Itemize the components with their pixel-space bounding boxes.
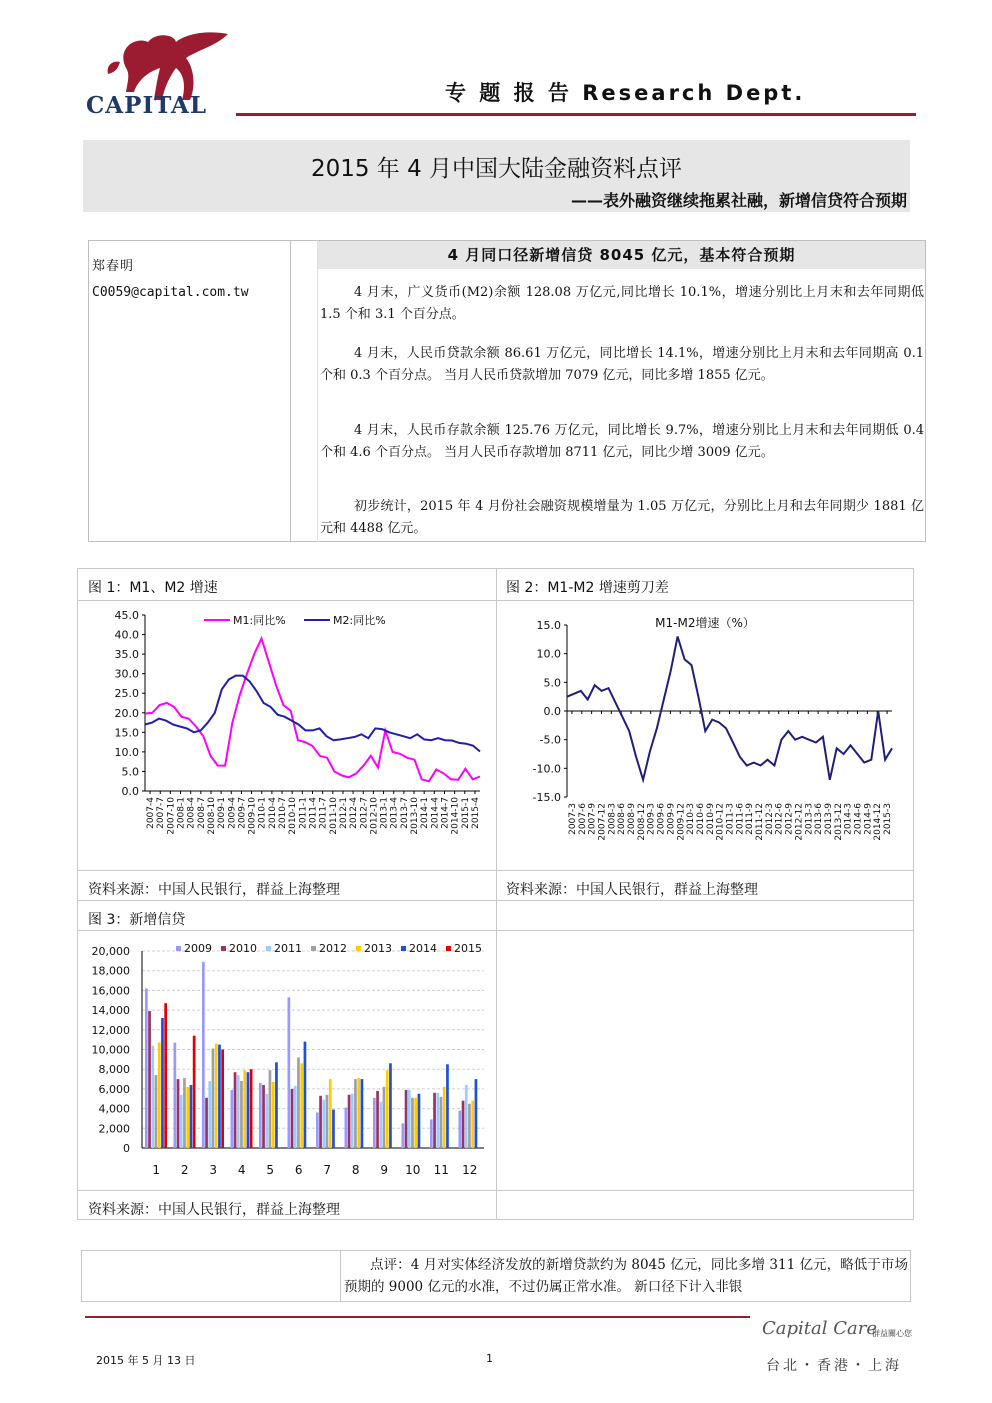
legend-label: M1:同比% bbox=[233, 614, 286, 627]
x-tick-label: 2009-9 bbox=[666, 803, 677, 835]
bar-2011 bbox=[322, 1100, 325, 1148]
m1-m2-growth-chart bbox=[80, 603, 492, 868]
y-tick-label: 2,000 bbox=[98, 1122, 130, 1136]
x-tick-label: 2010-7 bbox=[278, 797, 289, 829]
bar-2014 bbox=[161, 1018, 164, 1148]
bar-2011 bbox=[465, 1085, 468, 1148]
comment-text: 点评：4 月对实体经济发放的新增贷款约为 8045 亿元，同比多增 311 亿元，略低于市场预期的 9000 亿元的水准，不过仍属正常水准。 新口径下计入非银 bbox=[344, 1257, 908, 1295]
chart-title: M1-M2增速（%） bbox=[655, 616, 755, 630]
legend-label: 2012 bbox=[319, 942, 347, 955]
footer-divider bbox=[85, 1316, 750, 1318]
summary-divider bbox=[290, 240, 291, 542]
x-tick-label: 2008-6 bbox=[617, 803, 628, 835]
bar-2013 bbox=[158, 1043, 161, 1148]
x-tick-label: 2010-6 bbox=[695, 803, 706, 835]
summary-paragraph: 4 月末，广义货币(M2)余额 128.08 万亿元,同比增长 10.1%，增速分别比上月末和去年同期低 1.5 个和 3.1 个百分点。 bbox=[320, 285, 924, 322]
x-tick-label: 4 bbox=[237, 1163, 246, 1177]
bar-2012 bbox=[354, 1079, 357, 1148]
bar-2014 bbox=[446, 1064, 449, 1148]
x-tick-label: 2007-6 bbox=[577, 803, 588, 835]
bar-2013 bbox=[215, 1044, 218, 1148]
figures-rule bbox=[77, 930, 914, 931]
x-tick-label: 2008-4 bbox=[186, 797, 197, 829]
bar-2013 bbox=[471, 1101, 474, 1148]
x-tick-label: 11 bbox=[433, 1163, 449, 1177]
x-tick-label: 2014-10 bbox=[450, 797, 461, 835]
report-type: 专 题 报 告 Research Dept. bbox=[445, 81, 806, 105]
x-tick-label: 2012-1 bbox=[338, 797, 349, 829]
legend-swatch bbox=[446, 946, 451, 951]
legend-swatch bbox=[176, 946, 181, 951]
legend-swatch bbox=[401, 946, 406, 951]
m1-m2-spread-chart bbox=[500, 603, 910, 868]
figure-1-label: 图 1：M1、M2 增速 bbox=[88, 580, 218, 596]
legend-swatch bbox=[221, 946, 226, 951]
y-tick-label: 6,000 bbox=[98, 1082, 130, 1096]
x-tick-label: 2009-4 bbox=[227, 797, 238, 829]
bar-2013 bbox=[186, 1087, 189, 1148]
figure-3-source: 资料来源：中国人民银行，群益上海整理 bbox=[88, 1202, 340, 1218]
y-tick-label: 12,000 bbox=[91, 1023, 130, 1037]
bar-2014 bbox=[418, 1094, 421, 1148]
bar-2009 bbox=[316, 1113, 319, 1149]
x-tick-label: 2010-9 bbox=[705, 803, 716, 835]
x-tick-label: 2010-12 bbox=[715, 803, 726, 841]
bar-2012 bbox=[411, 1098, 414, 1148]
y-tick-label: 10,000 bbox=[91, 1043, 130, 1057]
bar-2014 bbox=[190, 1085, 193, 1148]
bar-2014 bbox=[332, 1110, 335, 1148]
x-tick-label: 2012-6 bbox=[774, 803, 785, 835]
bar-2013 bbox=[300, 1063, 303, 1148]
bar-2009 bbox=[174, 1043, 177, 1148]
bar-2010 bbox=[319, 1096, 322, 1148]
x-tick-label: 2009-7 bbox=[237, 797, 248, 829]
x-tick-label: 2013-3 bbox=[804, 803, 815, 835]
x-tick-label: 2012-10 bbox=[369, 797, 380, 835]
legend-label: 2010 bbox=[229, 942, 257, 955]
x-tick-label: 2009-10 bbox=[247, 797, 258, 835]
bar-2010 bbox=[405, 1090, 408, 1148]
page-number: 1 bbox=[486, 1352, 493, 1365]
bar-2012 bbox=[155, 1075, 158, 1148]
x-tick-label: 2014-4 bbox=[430, 797, 441, 829]
bar-2010 bbox=[348, 1095, 351, 1148]
bar-2009 bbox=[288, 997, 291, 1148]
x-tick-label: 2013-10 bbox=[410, 797, 421, 835]
bar-2015 bbox=[250, 1069, 253, 1148]
legend-swatch bbox=[266, 946, 271, 951]
bar-2014 bbox=[304, 1042, 307, 1148]
x-tick-label: 2014-12 bbox=[873, 803, 884, 841]
y-tick-label: 15.0 bbox=[536, 619, 561, 632]
bar-2015 bbox=[164, 1003, 167, 1148]
bar-2014 bbox=[475, 1079, 478, 1148]
x-tick-label: 2009-1 bbox=[217, 797, 228, 829]
bar-2010 bbox=[205, 1098, 208, 1148]
x-tick-label: 6 bbox=[294, 1163, 303, 1177]
bar-2012 bbox=[240, 1081, 243, 1148]
bar-2009 bbox=[430, 1119, 433, 1148]
x-tick-label: 2015-4 bbox=[470, 797, 481, 829]
x-tick-label: 2007-3 bbox=[567, 803, 578, 835]
bar-2011 bbox=[151, 1046, 154, 1148]
bar-2015 bbox=[193, 1036, 196, 1148]
y-tick-label: 0 bbox=[123, 1142, 130, 1155]
x-tick-label: 2013-9 bbox=[823, 803, 834, 835]
x-tick-label: 2015-1 bbox=[460, 797, 471, 829]
x-tick-label: 5 bbox=[266, 1163, 275, 1177]
author-email[interactable]: C0059@capital.com.tw bbox=[92, 285, 249, 300]
y-tick-label: -5.0 bbox=[539, 733, 561, 747]
y-tick-label: 0.0 bbox=[121, 785, 139, 798]
x-tick-label: 2010-1 bbox=[257, 797, 268, 829]
bar-2013 bbox=[414, 1098, 417, 1148]
x-tick-label: 2009-6 bbox=[656, 803, 667, 835]
bar-2010 bbox=[148, 1011, 151, 1148]
footer-brand: Capital Care bbox=[762, 1318, 877, 1339]
bar-2013 bbox=[329, 1079, 332, 1148]
x-tick-label: 2010-4 bbox=[267, 797, 278, 829]
figures-rule bbox=[77, 870, 914, 871]
x-tick-label: 2011-12 bbox=[755, 803, 766, 841]
x-tick-label: 2008-7 bbox=[196, 797, 207, 829]
bar-2010 bbox=[177, 1079, 180, 1148]
x-tick-label: 2011-4 bbox=[308, 797, 319, 829]
bar-2013 bbox=[243, 1070, 246, 1148]
bar-2011 bbox=[436, 1093, 439, 1148]
legend-label: 2011 bbox=[274, 942, 302, 955]
x-tick-label: 2012-9 bbox=[784, 803, 795, 835]
x-tick-label: 2007-4 bbox=[146, 797, 157, 829]
y-tick-label: -15.0 bbox=[532, 791, 561, 804]
bar-2012 bbox=[440, 1097, 443, 1148]
y-tick-label: -10.0 bbox=[532, 762, 561, 776]
summary-paragraph: 4 月末，人民币贷款余额 86.61 万亿元，同比增长 14.1%，增速分别比上月末和去年同期高 0.1 个和 0.3 个百分点。 当月人民币贷款增加 7079 亿元，同比多增 1855 亿元。 bbox=[320, 346, 924, 383]
bar-2014 bbox=[389, 1063, 392, 1148]
series-line-M1:同比% bbox=[145, 639, 480, 782]
summary-paragraph: 初步统计，2015 年 4 月份社会融资规模增量为 1.05 万亿元，分别比上月和去年同期少 1881 亿元和 4488 亿元。 bbox=[320, 499, 924, 536]
y-tick-label: 14,000 bbox=[91, 1004, 130, 1018]
bar-2009 bbox=[202, 962, 205, 1148]
bar-2009 bbox=[259, 1083, 262, 1148]
x-tick-label: 2011-6 bbox=[735, 803, 746, 835]
bar-2009 bbox=[459, 1111, 462, 1148]
bar-2012 bbox=[326, 1095, 329, 1148]
y-tick-label: 18,000 bbox=[91, 964, 130, 978]
x-tick-label: 2013-4 bbox=[389, 797, 400, 829]
y-tick-label: 35.0 bbox=[114, 648, 139, 662]
x-tick-label: 2011-1 bbox=[298, 797, 309, 829]
page-title: 2015 年 4 月中国大陆金融资料点评 bbox=[310, 156, 683, 182]
x-tick-label: 2007-9 bbox=[587, 803, 598, 835]
x-tick-label: 2013-1 bbox=[379, 797, 390, 829]
y-tick-label: 8,000 bbox=[98, 1063, 130, 1077]
y-tick-label: 25.0 bbox=[114, 687, 139, 701]
x-tick-label: 2007-10 bbox=[166, 797, 177, 835]
bar-2014 bbox=[361, 1079, 364, 1148]
bar-2013 bbox=[272, 1082, 275, 1148]
x-tick-label: 2008-3 bbox=[607, 803, 618, 835]
bar-2009 bbox=[402, 1123, 405, 1148]
figure-2-label: 图 2：M1-M2 增速剪刀差 bbox=[506, 580, 669, 596]
summary-paragraph: 4 月末，人民币存款余额 125.76 万亿元，同比增长 9.7%，增速分别比上月末和去年同期低 0.4 个和 4.6 个百分点。 当月人民币存款增加 8711 亿元，同比少增 3009 亿元。 bbox=[320, 423, 924, 460]
bar-2013 bbox=[386, 1070, 389, 1148]
figure-3-label: 图 3：新增信贷 bbox=[88, 912, 186, 928]
y-tick-label: 5.0 bbox=[543, 676, 561, 690]
x-tick-label: 12 bbox=[462, 1163, 478, 1177]
bar-2011 bbox=[208, 1081, 211, 1148]
x-tick-label: 2008-10 bbox=[206, 797, 217, 835]
legend-label: M2:同比% bbox=[333, 614, 386, 627]
bar-2011 bbox=[265, 1094, 268, 1148]
figures-rule bbox=[77, 1190, 914, 1191]
x-tick-label: 10 bbox=[405, 1163, 421, 1177]
bar-2012 bbox=[212, 1049, 215, 1149]
x-tick-label: 8 bbox=[351, 1163, 360, 1177]
summary-divider-inner bbox=[317, 240, 318, 542]
bar-2012 bbox=[269, 1070, 272, 1148]
y-tick-label: 15.0 bbox=[114, 726, 139, 740]
legend-label: 2015 bbox=[454, 942, 482, 955]
bar-2010 bbox=[376, 1091, 379, 1148]
bar-2011 bbox=[379, 1102, 382, 1148]
bar-2012 bbox=[297, 1057, 300, 1148]
x-tick-label: 2011-9 bbox=[745, 803, 756, 835]
bar-2014 bbox=[275, 1062, 278, 1148]
figures-rule bbox=[77, 900, 914, 901]
bar-2011 bbox=[180, 1095, 183, 1148]
bar-2009 bbox=[345, 1108, 348, 1148]
y-tick-label: 10.0 bbox=[114, 745, 139, 759]
series-line-M2:同比% bbox=[145, 676, 480, 752]
legend-swatch bbox=[356, 946, 361, 951]
legend-label: 2013 bbox=[364, 942, 392, 955]
footer-date: 2015 年 5 月 13 日 bbox=[96, 1354, 196, 1367]
header-divider bbox=[236, 113, 916, 116]
y-tick-label: 0.0 bbox=[543, 705, 561, 718]
bar-2014 bbox=[218, 1045, 221, 1148]
bar-2011 bbox=[294, 1086, 297, 1148]
bar-2010 bbox=[291, 1089, 294, 1148]
x-tick-label: 2009-12 bbox=[676, 803, 687, 841]
bar-2012 bbox=[468, 1104, 471, 1148]
legend-swatch bbox=[311, 946, 316, 951]
bar-2013 bbox=[443, 1087, 446, 1148]
x-tick-label: 2013-7 bbox=[399, 797, 410, 829]
x-tick-label: 2012-12 bbox=[794, 803, 805, 841]
bar-2012 bbox=[183, 1078, 186, 1148]
x-tick-label: 2014-1 bbox=[420, 797, 431, 829]
y-tick-label: 16,000 bbox=[91, 984, 130, 998]
bar-2010 bbox=[262, 1085, 265, 1148]
x-tick-label: 7 bbox=[323, 1163, 332, 1177]
y-tick-label: 10.0 bbox=[536, 647, 561, 661]
x-tick-label: 2012-4 bbox=[349, 797, 360, 829]
bar-2012 bbox=[383, 1087, 386, 1148]
brand-name: CAPITAL bbox=[86, 92, 208, 119]
bar-2009 bbox=[145, 988, 148, 1148]
figures-divider bbox=[496, 568, 497, 1220]
bar-2011 bbox=[408, 1090, 411, 1148]
x-tick-label: 2008-9 bbox=[627, 803, 638, 835]
figures-rule bbox=[77, 600, 914, 601]
y-tick-label: 40.0 bbox=[114, 628, 139, 642]
x-tick-label: 2007-7 bbox=[156, 797, 167, 829]
new-loans-chart bbox=[80, 933, 492, 1188]
bar-2011 bbox=[237, 1075, 240, 1148]
x-tick-label: 2015-3 bbox=[883, 803, 894, 835]
x-tick-label: 2010-10 bbox=[288, 797, 299, 835]
comment-divider bbox=[340, 1250, 341, 1302]
page-subtitle: ——表外融资继续拖累社融，新增信贷符合预期 bbox=[570, 191, 907, 210]
bar-2010 bbox=[433, 1093, 436, 1148]
bar-2015 bbox=[221, 1050, 224, 1149]
x-tick-label: 2008-12 bbox=[636, 803, 647, 841]
figure-1-source: 资料来源：中国人民银行，群益上海整理 bbox=[88, 882, 340, 898]
legend-label: 2014 bbox=[409, 942, 437, 955]
x-tick-label: 2011-7 bbox=[318, 797, 329, 829]
bar-2014 bbox=[247, 1072, 250, 1148]
bar-2011 bbox=[351, 1094, 354, 1148]
x-tick-label: 2011-3 bbox=[725, 803, 736, 835]
x-tick-label: 1 bbox=[152, 1163, 161, 1177]
y-tick-label: 20,000 bbox=[91, 945, 130, 958]
x-tick-label: 2014-6 bbox=[853, 803, 864, 835]
x-tick-label: 2009-3 bbox=[646, 803, 657, 835]
bar-2013 bbox=[357, 1078, 360, 1148]
y-tick-label: 4,000 bbox=[98, 1102, 130, 1116]
x-tick-label: 2012-7 bbox=[359, 797, 370, 829]
bar-2009 bbox=[231, 1090, 234, 1148]
author-name: 郑春明 bbox=[92, 259, 135, 274]
footer-cities: 台北・香港・上海 bbox=[766, 1358, 902, 1374]
x-tick-label: 2013-6 bbox=[814, 803, 825, 835]
y-tick-label: 45.0 bbox=[114, 609, 139, 622]
x-tick-label: 2012-3 bbox=[764, 803, 775, 835]
series-line-M1-M2增速（%） bbox=[567, 637, 892, 780]
x-tick-label: 2007-12 bbox=[597, 803, 608, 841]
bar-2010 bbox=[234, 1072, 237, 1148]
x-tick-label: 2 bbox=[180, 1163, 189, 1177]
figure-2-source: 资料来源：中国人民银行，群益上海整理 bbox=[506, 882, 758, 898]
y-tick-label: 30.0 bbox=[114, 667, 139, 681]
x-tick-label: 9 bbox=[380, 1163, 389, 1177]
x-tick-label: 2013-12 bbox=[833, 803, 844, 841]
x-tick-label: 2010-3 bbox=[686, 803, 697, 835]
x-tick-label: 2008-1 bbox=[176, 797, 187, 829]
y-tick-label: 20.0 bbox=[114, 706, 139, 720]
x-tick-label: 2014-9 bbox=[863, 803, 874, 835]
bar-2009 bbox=[373, 1098, 376, 1148]
x-tick-label: 2011-10 bbox=[328, 797, 339, 835]
x-tick-label: 3 bbox=[209, 1163, 218, 1177]
x-tick-label: 2014-7 bbox=[440, 797, 451, 829]
summary-heading: 4 月同口径新增信贷 8045 亿元，基本符合预期 bbox=[318, 241, 925, 269]
bar-2010 bbox=[462, 1101, 465, 1148]
x-tick-label: 2014-3 bbox=[843, 803, 854, 835]
y-tick-label: 5.0 bbox=[121, 765, 139, 779]
legend-label: 2009 bbox=[184, 942, 212, 955]
footer-brand-tagline: 群益關心您 bbox=[872, 1329, 912, 1338]
